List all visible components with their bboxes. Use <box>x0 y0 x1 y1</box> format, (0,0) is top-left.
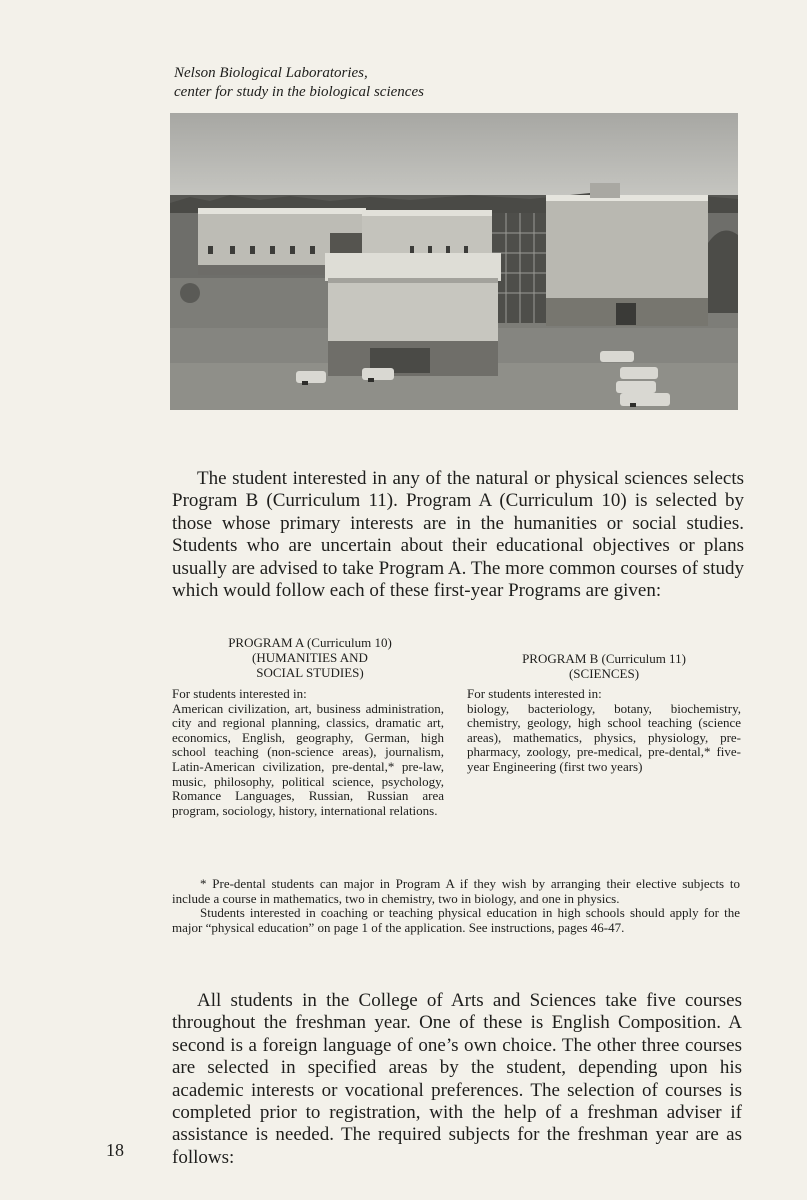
program-b-lead: For students interested in: <box>467 686 602 701</box>
program-b-title: PROGRAM B (Curriculum 11) <box>522 651 686 666</box>
pre-dental-footnote: * Pre-dental students can major in Program A if they wish by arranging their elective subjects to include a course in mathematics, two in chemistry, two in biology, and one in physics. <box>172 876 740 906</box>
page-number: 18 <box>106 1140 124 1160</box>
program-a-heading <box>172 635 448 680</box>
physical-education-note: Students interested in coaching or teaching physical education in high schools should apply for the major “physical education” on page 1 of the application. See instructions, pages 46-47. <box>172 905 740 935</box>
building-photo <box>170 113 738 410</box>
program-b-description <box>467 687 741 775</box>
footnotes <box>172 877 740 935</box>
caption-line-1: Nelson Biological Laboratories, <box>174 65 368 81</box>
program-a-title: PROGRAM A (Curriculum 10) <box>228 635 392 650</box>
freshman-year-paragraph <box>172 990 742 1169</box>
program-b-heading <box>466 651 742 681</box>
program-b-subtitle: (SCIENCES) <box>568 666 640 681</box>
freshman-year-text: All students in the College of Arts and Sciences take five courses throughout the freshman year. One of these is English Composition. A second is a foreign language of one’s own choice. The other three courses are selected in specified areas by the student, depending upon his academic interests or vocational preferences. The selection of courses is completed prior to registration, with the help of a freshman adviser if assistance is needed. The required subjects for the freshman year are as follows: <box>172 990 742 1168</box>
program-a-subtitle-2: SOCIAL STUDIES) <box>256 665 364 680</box>
program-a-subjects: American civilization, art, business administration, city and regional planning, classics, dramatic art, economics, English, geography, German, high school teaching (non-science areas), journalism, Latin-American civilization, pre-dental,* pre-law, music, philosophy, political science, psychology, Romance Languages, Russian, Russian area program, sociology, history, international relations. <box>172 700 444 818</box>
program-b-subjects: biology, bacteriology, botany, biochemistry, chemistry, geology, high school teaching (science areas), mathematics, physics, physiology, pre-pharmacy, zoology, pre-medical, pre-dental,* five-year Engineering (first two years) <box>467 700 741 774</box>
intro-text: The student interested in any of the natural or physical sciences selects Program B (Curriculum 11). Program A (Curriculum 10) is selected by those whose primary interests are in the humanities or social studies. Students who are uncertain about their educational objectives or plans usually are advised to take Program A. The more common courses of study which would follow each of these first-year Programs are given: <box>172 468 744 602</box>
intro-paragraph <box>172 468 744 602</box>
program-a-lead: For students interested in: <box>172 686 307 701</box>
caption-line-2: center for study in the biological sciences <box>174 84 424 100</box>
program-a-description <box>172 687 444 818</box>
photo-caption <box>174 64 674 102</box>
program-a-subtitle-1: (HUMANITIES AND <box>252 650 368 665</box>
